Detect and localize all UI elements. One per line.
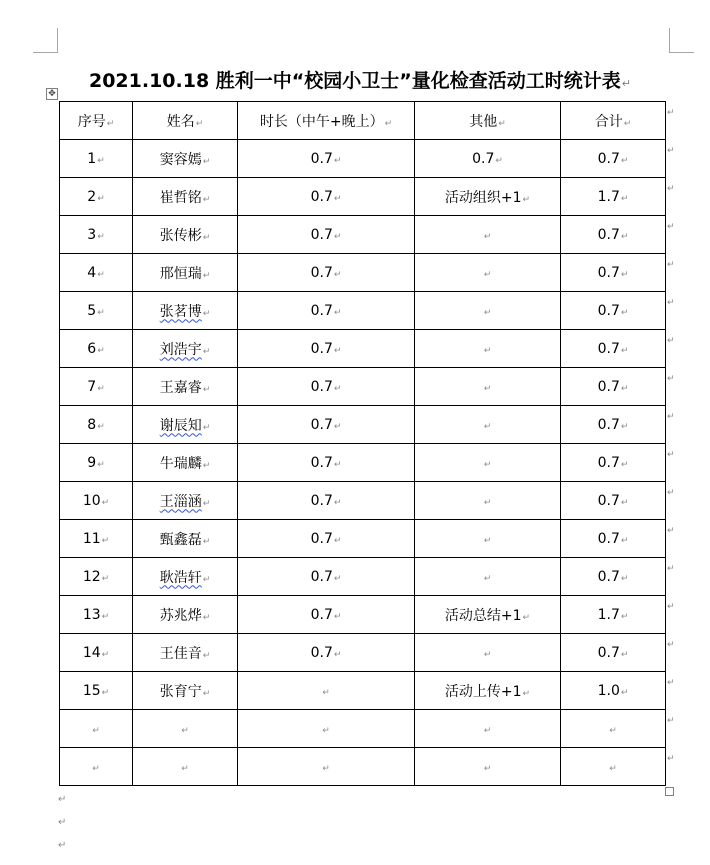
cell-end-mark: ↵	[483, 231, 492, 242]
cell-end-mark: ↵	[522, 612, 531, 623]
total-cell[interactable]	[561, 634, 666, 672]
cell-value: 8	[87, 416, 97, 433]
other-cell[interactable]	[415, 292, 561, 330]
cell-end-mark: ↵	[609, 725, 617, 736]
cell-value: 2	[87, 188, 97, 205]
crop-mark-top-right	[669, 28, 694, 53]
title-text: 2021.10.18 胜利一中“校园小卫士”量化检查活动工时统计表	[88, 70, 621, 92]
total-cell[interactable]	[561, 520, 666, 558]
cell-end-mark: ↵	[620, 497, 629, 508]
table-row	[60, 558, 666, 596]
row-end-mark: ↵	[667, 374, 675, 384]
cell-end-mark: ↵	[483, 725, 492, 736]
cell-end-mark: ↵	[620, 269, 629, 280]
document-title	[40, 66, 680, 93]
cell-end-mark: ↵	[333, 345, 342, 356]
crop-mark-top-left	[33, 28, 58, 53]
cell-end-mark: ↵	[97, 269, 105, 280]
duration-cell[interactable]	[238, 254, 415, 292]
cell-end-mark: ↵	[483, 421, 492, 432]
table-header-row	[60, 102, 666, 140]
table-row	[60, 140, 666, 178]
cell-value: 0.7	[310, 340, 333, 357]
other-cell[interactable]	[415, 368, 561, 406]
row-end-mark: ↵	[667, 146, 675, 156]
header-label: 合计	[594, 113, 623, 130]
cell-end-mark: ↵	[483, 383, 492, 394]
other-cell[interactable]	[415, 444, 561, 482]
cell-value: 0.7	[597, 302, 620, 319]
cell-end-mark: ↵	[202, 422, 211, 433]
total-cell[interactable]	[561, 254, 666, 292]
other-cell[interactable]	[415, 254, 561, 292]
total-cell[interactable]	[561, 596, 666, 634]
duration-cell[interactable]	[238, 710, 415, 748]
index-cell[interactable]	[60, 140, 133, 178]
cell-end-mark: ↵	[483, 459, 492, 470]
cell-value: 1.7	[597, 606, 620, 623]
cell-end-mark: ↵	[97, 459, 105, 470]
index-cell[interactable]	[60, 672, 133, 710]
name-cell[interactable]	[133, 520, 238, 558]
cell-end-mark: ↵	[333, 231, 342, 242]
duration-cell[interactable]	[238, 748, 415, 786]
table-row	[60, 330, 666, 368]
cell-value: 0.7	[310, 492, 333, 509]
header-label: 其他	[469, 113, 498, 130]
total-cell[interactable]	[561, 748, 666, 786]
cell-end-mark: ↵	[495, 155, 503, 166]
cell-value: 0.7	[472, 150, 495, 167]
cell-value: 苏兆烨	[159, 607, 202, 624]
cell-value: 0.7	[597, 492, 620, 509]
cell-end-mark: ↵	[333, 573, 342, 584]
cell-end-mark: ↵	[498, 118, 506, 129]
other-cell[interactable]	[415, 748, 561, 786]
cell-value: 0.7	[597, 264, 620, 281]
header-label: 时长（中午+晚上）	[259, 113, 384, 130]
cell-end-mark: ↵	[620, 535, 629, 546]
other-cell[interactable]	[415, 710, 561, 748]
index-cell[interactable]	[60, 444, 133, 482]
table-row	[60, 482, 666, 520]
cell-end-mark: ↵	[620, 687, 629, 698]
other-cell[interactable]	[415, 634, 561, 672]
name-cell[interactable]	[133, 748, 238, 786]
row-end-mark: ↵	[667, 564, 675, 574]
cell-end-mark: ↵	[97, 155, 105, 166]
cell-end-mark: ↵	[620, 193, 629, 204]
cell-end-mark: ↵	[202, 688, 211, 699]
cell-end-mark: ↵	[483, 649, 492, 660]
index-cell[interactable]	[60, 178, 133, 216]
cell-value: 活动总结+1	[444, 607, 522, 624]
table-body	[60, 140, 666, 786]
total-cell[interactable]	[561, 178, 666, 216]
cell-value: 0.7	[597, 378, 620, 395]
cell-end-mark: ↵	[483, 497, 492, 508]
other-cell[interactable]	[415, 330, 561, 368]
cell-end-mark: ↵	[202, 612, 211, 623]
cell-end-mark: ↵	[101, 611, 110, 622]
cell-end-mark: ↵	[333, 383, 342, 394]
total-cell[interactable]	[561, 368, 666, 406]
cell-value: 王佳音	[159, 645, 202, 662]
cell-value: 0.7	[310, 530, 333, 547]
cell-end-mark: ↵	[181, 725, 189, 736]
total-cell[interactable]	[561, 482, 666, 520]
cell-end-mark: ↵	[333, 421, 342, 432]
other-cell[interactable]	[415, 558, 561, 596]
cell-end-mark: ↵	[483, 573, 492, 584]
cell-end-mark: ↵	[483, 269, 492, 280]
other-cell[interactable]	[415, 216, 561, 254]
cell-value: 0.7	[597, 226, 620, 243]
cell-end-mark: ↵	[202, 270, 211, 281]
name-cell[interactable]	[133, 368, 238, 406]
header-cell-other[interactable]	[415, 102, 561, 140]
duration-cell[interactable]	[238, 140, 415, 178]
cell-value: 0.7	[310, 226, 333, 243]
cell-end-mark: ↵	[202, 156, 211, 167]
cell-value: 0.7	[310, 606, 333, 623]
cell-value: 4	[87, 264, 97, 281]
cell-end-mark: ↵	[620, 421, 629, 432]
cell-value: 9	[87, 454, 97, 471]
cell-end-mark: ↵	[97, 345, 105, 356]
cell-end-mark: ↵	[333, 649, 342, 660]
cell-end-mark: ↵	[202, 536, 211, 547]
cell-value: 1.7	[597, 188, 620, 205]
cell-value: 张传彬	[159, 227, 202, 244]
cell-end-mark: ↵	[333, 155, 342, 166]
cell-end-mark: ↵	[92, 763, 100, 774]
other-cell[interactable]	[415, 140, 561, 178]
row-end-mark: ↵	[667, 450, 675, 460]
total-cell[interactable]	[561, 710, 666, 748]
cell-value: 7	[87, 378, 97, 395]
other-cell[interactable]	[415, 520, 561, 558]
cell-value: 谢辰知	[159, 417, 202, 434]
cell-value: 0.7	[310, 302, 333, 319]
cell-end-mark: ↵	[202, 498, 211, 509]
cell-end-mark: ↵	[202, 308, 211, 319]
row-end-mark: ↵	[667, 602, 675, 612]
cell-end-mark: ↵	[202, 574, 211, 585]
cell-end-mark: ↵	[333, 611, 342, 622]
name-cell[interactable]	[133, 216, 238, 254]
row-end-mark: ↵	[667, 678, 675, 688]
name-cell[interactable]	[133, 178, 238, 216]
index-cell[interactable]	[60, 406, 133, 444]
row-end-mark: ↵	[667, 260, 675, 270]
index-cell[interactable]	[60, 292, 133, 330]
other-cell[interactable]	[415, 406, 561, 444]
name-cell[interactable]	[133, 558, 238, 596]
total-cell[interactable]	[561, 292, 666, 330]
name-cell[interactable]	[133, 292, 238, 330]
cell-value: 0.7	[597, 454, 620, 471]
cell-value: 甄鑫磊	[159, 531, 202, 548]
paragraph-mark: ↵	[58, 794, 67, 805]
table-row	[60, 634, 666, 672]
cell-value: 0.7	[310, 416, 333, 433]
cell-value: 刘浩宇	[159, 341, 202, 358]
header-cell-duration[interactable]	[238, 102, 415, 140]
header-cell-total[interactable]	[561, 102, 666, 140]
cell-end-mark: ↵	[623, 118, 632, 129]
cell-end-mark: ↵	[620, 459, 629, 470]
index-cell[interactable]	[60, 330, 133, 368]
cell-value: 0.7	[310, 188, 333, 205]
cell-value: 0.7	[597, 644, 620, 661]
cell-end-mark: ↵	[97, 307, 105, 318]
cell-value: 12	[82, 568, 101, 585]
cell-end-mark: ↵	[620, 155, 629, 166]
table-row	[60, 292, 666, 330]
duration-cell[interactable]	[238, 216, 415, 254]
total-cell[interactable]	[561, 558, 666, 596]
cell-value: 0.7	[310, 378, 333, 395]
name-cell[interactable]	[133, 406, 238, 444]
row-end-mark: ↵	[667, 754, 675, 764]
cell-end-mark: ↵	[202, 346, 211, 357]
cell-value: 0.7	[597, 568, 620, 585]
cell-end-mark: ↵	[620, 307, 629, 318]
cell-end-mark: ↵	[483, 345, 492, 356]
cell-value: 0.7	[310, 644, 333, 661]
cell-value: 0.7	[310, 568, 333, 585]
cell-end-mark: ↵	[322, 763, 330, 774]
cell-value: 0.7	[310, 150, 333, 167]
cell-value: 10	[82, 492, 101, 509]
cell-end-mark: ↵	[620, 345, 629, 356]
row-end-mark: ↵	[667, 222, 675, 232]
index-cell[interactable]	[60, 596, 133, 634]
index-cell[interactable]	[60, 558, 133, 596]
cell-value: 0.7	[597, 416, 620, 433]
cell-end-mark: ↵	[483, 535, 492, 546]
cell-end-mark: ↵	[384, 118, 393, 129]
cell-end-mark: ↵	[333, 307, 342, 318]
cell-end-mark: ↵	[202, 650, 211, 661]
cell-end-mark: ↵	[97, 383, 105, 394]
other-cell[interactable]	[415, 482, 561, 520]
table-row	[60, 216, 666, 254]
row-end-mark: ↵	[667, 488, 675, 498]
cell-value: 张育宁	[159, 683, 202, 700]
header-cell-index[interactable]	[60, 102, 133, 140]
row-end-mark: ↵	[667, 184, 675, 194]
cell-end-mark: ↵	[202, 194, 211, 205]
cell-end-mark: ↵	[620, 611, 629, 622]
row-end-mark: ↵	[667, 298, 675, 308]
cell-value: 0.7	[597, 530, 620, 547]
name-cell[interactable]	[133, 140, 238, 178]
cell-end-mark: ↵	[522, 688, 531, 699]
table-row	[60, 368, 666, 406]
cell-end-mark: ↵	[195, 118, 204, 129]
cell-end-mark: ↵	[333, 193, 342, 204]
cell-end-mark: ↵	[620, 573, 629, 584]
cell-end-mark: ↵	[97, 421, 105, 432]
cell-end-mark: ↵	[322, 725, 330, 736]
cell-value: 14	[82, 644, 101, 661]
cell-value: 5	[87, 302, 97, 319]
cell-value: 15	[82, 682, 101, 699]
cell-end-mark: ↵	[97, 231, 105, 242]
cell-end-mark: ↵	[522, 194, 531, 205]
cell-value: 活动组织+1	[444, 189, 522, 206]
row-end-mark: ↵	[667, 526, 675, 536]
table-row	[60, 596, 666, 634]
cell-value: 1.0	[597, 682, 620, 699]
work-hours-table	[59, 101, 666, 786]
duration-cell[interactable]	[238, 330, 415, 368]
duration-cell[interactable]	[238, 596, 415, 634]
total-cell[interactable]	[561, 140, 666, 178]
cell-end-mark: ↵	[92, 725, 100, 736]
cell-value: 1	[87, 150, 97, 167]
cell-value: 牛瑞麟	[159, 455, 202, 472]
index-cell[interactable]	[60, 216, 133, 254]
name-cell[interactable]	[133, 710, 238, 748]
row-end-mark: ↵	[667, 640, 675, 650]
cell-end-mark: ↵	[101, 535, 110, 546]
duration-cell[interactable]	[238, 178, 415, 216]
table-resize-handle[interactable]	[665, 787, 674, 796]
cell-end-mark: ↵	[333, 269, 342, 280]
cell-end-mark: ↵	[202, 384, 211, 395]
other-cell[interactable]	[415, 178, 561, 216]
cell-value: 0.7	[597, 340, 620, 357]
table-row	[60, 406, 666, 444]
index-cell[interactable]	[60, 520, 133, 558]
cell-value: 13	[82, 606, 101, 623]
index-cell[interactable]	[60, 748, 133, 786]
duration-cell[interactable]	[238, 482, 415, 520]
cell-value: 0.7	[310, 454, 333, 471]
index-cell[interactable]	[60, 368, 133, 406]
paragraph-mark: ↵	[58, 840, 67, 851]
other-cell[interactable]	[415, 672, 561, 710]
header-label: 姓名	[166, 113, 195, 130]
name-cell[interactable]	[133, 254, 238, 292]
cell-end-mark: ↵	[101, 649, 110, 660]
total-cell[interactable]	[561, 444, 666, 482]
table-move-handle-icon[interactable]: ✥	[46, 88, 58, 100]
cell-end-mark: ↵	[202, 232, 211, 243]
total-cell[interactable]	[561, 330, 666, 368]
paragraph-mark: ↵	[58, 817, 67, 828]
header-label: 序号	[77, 113, 106, 130]
table-row	[60, 444, 666, 482]
table-row	[60, 254, 666, 292]
cell-end-mark: ↵	[620, 649, 629, 660]
cell-end-mark: ↵	[620, 383, 629, 394]
duration-cell[interactable]	[238, 292, 415, 330]
index-cell[interactable]	[60, 710, 133, 748]
cell-end-mark: ↵	[181, 763, 189, 774]
cell-value: 11	[82, 530, 101, 547]
cell-end-mark: ↵	[97, 193, 105, 204]
cell-end-mark: ↵	[483, 763, 492, 774]
header-cell-name[interactable]	[133, 102, 238, 140]
duration-cell[interactable]	[238, 672, 415, 710]
cell-end-mark: ↵	[322, 687, 330, 698]
index-cell[interactable]	[60, 634, 133, 672]
cell-end-mark: ↵	[620, 231, 629, 242]
duration-cell[interactable]	[238, 406, 415, 444]
other-cell[interactable]	[415, 596, 561, 634]
cell-end-mark: ↵	[101, 573, 110, 584]
table-row	[60, 748, 666, 786]
cell-end-mark: ↵	[202, 460, 211, 471]
total-cell[interactable]	[561, 216, 666, 254]
duration-cell[interactable]	[238, 634, 415, 672]
cell-value: 0.7	[597, 150, 620, 167]
name-cell[interactable]	[133, 596, 238, 634]
name-cell[interactable]	[133, 330, 238, 368]
duration-cell[interactable]	[238, 558, 415, 596]
row-end-mark: ↵	[667, 412, 675, 422]
row-end-mark: ↵	[667, 716, 675, 726]
name-cell[interactable]	[133, 634, 238, 672]
total-cell[interactable]	[561, 406, 666, 444]
row-end-mark: ↵	[667, 108, 675, 118]
cell-end-mark: ↵	[106, 118, 115, 129]
cell-end-mark: ↵	[333, 535, 342, 546]
table-row	[60, 520, 666, 558]
cell-value: 6	[87, 340, 97, 357]
row-end-mark: ↵	[667, 336, 675, 346]
duration-cell[interactable]	[238, 368, 415, 406]
cell-value: 王淄涵	[159, 493, 202, 510]
index-cell[interactable]	[60, 482, 133, 520]
cell-end-mark: ↵	[101, 497, 110, 508]
table-row	[60, 178, 666, 216]
cell-end-mark: ↵	[333, 459, 342, 470]
cell-end-mark: ↵	[483, 307, 492, 318]
cell-value: 耿浩轩	[159, 569, 202, 586]
cell-value: 3	[87, 226, 97, 243]
cell-value: 活动上传+1	[444, 683, 522, 700]
total-cell[interactable]	[561, 672, 666, 710]
cell-end-mark: ↵	[609, 763, 617, 774]
name-cell[interactable]	[133, 672, 238, 710]
cell-value: 张茗博	[159, 303, 202, 320]
index-cell[interactable]	[60, 254, 133, 292]
table-row	[60, 710, 666, 748]
table-row	[60, 672, 666, 710]
name-cell[interactable]	[133, 444, 238, 482]
duration-cell[interactable]	[238, 520, 415, 558]
cell-value: 崔哲铭	[159, 189, 202, 206]
cell-value: 王嘉睿	[159, 379, 202, 396]
paragraph-mark: ↵	[621, 77, 631, 90]
cell-value: 0.7	[310, 264, 333, 281]
duration-cell[interactable]	[238, 444, 415, 482]
cell-end-mark: ↵	[333, 497, 342, 508]
cell-value: 邢恒瑞	[159, 265, 202, 282]
cell-end-mark: ↵	[101, 687, 110, 698]
cell-value: 窦容嫣	[159, 151, 202, 168]
name-cell[interactable]	[133, 482, 238, 520]
